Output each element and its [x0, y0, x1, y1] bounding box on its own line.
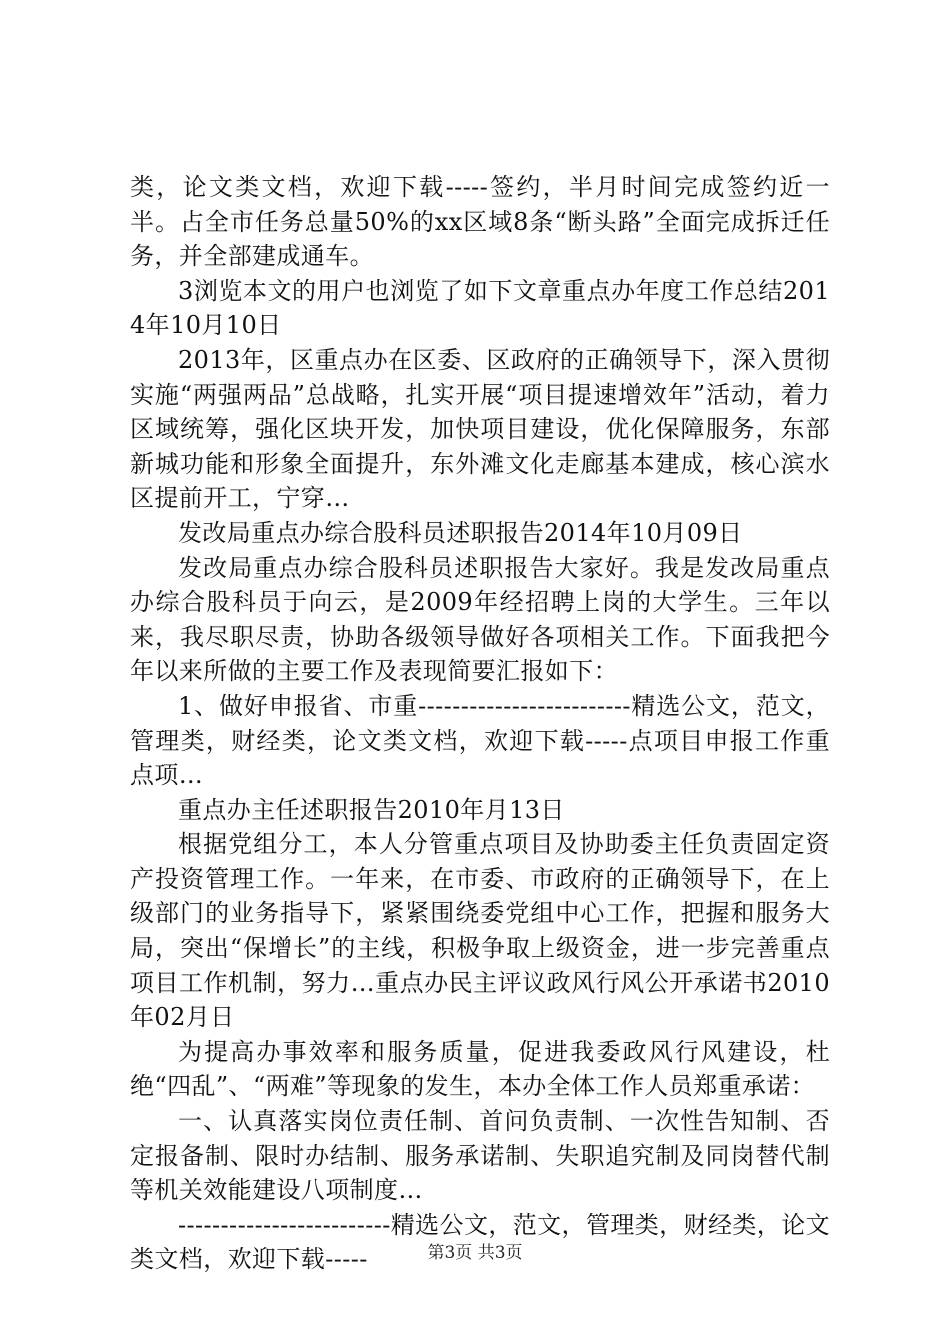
paragraph-3: 2013年，区重点办在区委、区政府的正确领导下，深入贯彻实施“两强两品”总战略，扎实开展“项目提速增效年”活动，着力区域统筹，强化区块开发，加快项目建设，优化保障服务，东部新城功能和形象全面提升，东外滩文化走廊基本建成，核心滨水区提前开工，宁穿…: [130, 345, 830, 513]
paragraph-1: 类，论文类文档，欢迎下载-----签约，半月时间完成签约近一半。占全市任务总量50%的xx区域8条“断头路”全面完成拆迁任务，并全部建成通车。: [130, 173, 830, 271]
paragraph-9: 为提高办事效率和服务质量，促进我委政风行风建设，杜绝“四乱”、“两难”等现象的发生，本办全体工作人员郑重承诺：: [130, 1037, 830, 1101]
paragraph-5: 发改局重点办综合股科员述职报告大家好。我是发改局重点办综合股科员于向云，是2009年经招聘上岗的大学生。三年以来，我尽职尽责，协助各级领导做好各项相关工作。下面我把今年以来所做的主要工作及表现简要汇报如下：: [130, 553, 830, 686]
document-body: [130, 170, 830, 1277]
page-number-footer: 第3页 共3页: [427, 1243, 523, 1263]
paragraph-7: 重点办主任述职报告2010年月13日: [178, 795, 565, 824]
paragraph-6: 1、做好申报省、市重-------------------------精选公文，范文，管理类，财经类，论文类文档，欢迎下载-----点项目申报工作重点项…: [130, 691, 830, 790]
paragraph-10: 一、认真落实岗位责任制、首问负责制、一次性告知制、否定报备制、限时办结制、服务承诺制、失职追究制及同岗替代制等机关效能建设八项制度…: [130, 1107, 830, 1205]
paragraph-2: 3浏览本文的用户也浏览了如下文章重点办年度工作总结2014年10月10日: [130, 276, 830, 340]
paragraph-11: -------------------------精选公文，范文，管理类，财经类，论文类文档，欢迎下载-----: [130, 1210, 830, 1274]
paragraph-8: 根据党组分工，本人分管重点项目及协助委主任负责固定资产投资管理工作。一年来，在市委、市政府的正确领导下，在上级部门的业务指导下，紧紧围绕委党组中心工作，把握和服务大局，突出“保增长”的主线，积极争取上级资金，进一步完善重点项目工作机制，努力…重点办民主评议政风行风公开承诺书2010年02月日: [130, 830, 830, 1032]
paragraph-4: 发改局重点办综合股科员述职报告2014年10月09日: [178, 518, 743, 547]
